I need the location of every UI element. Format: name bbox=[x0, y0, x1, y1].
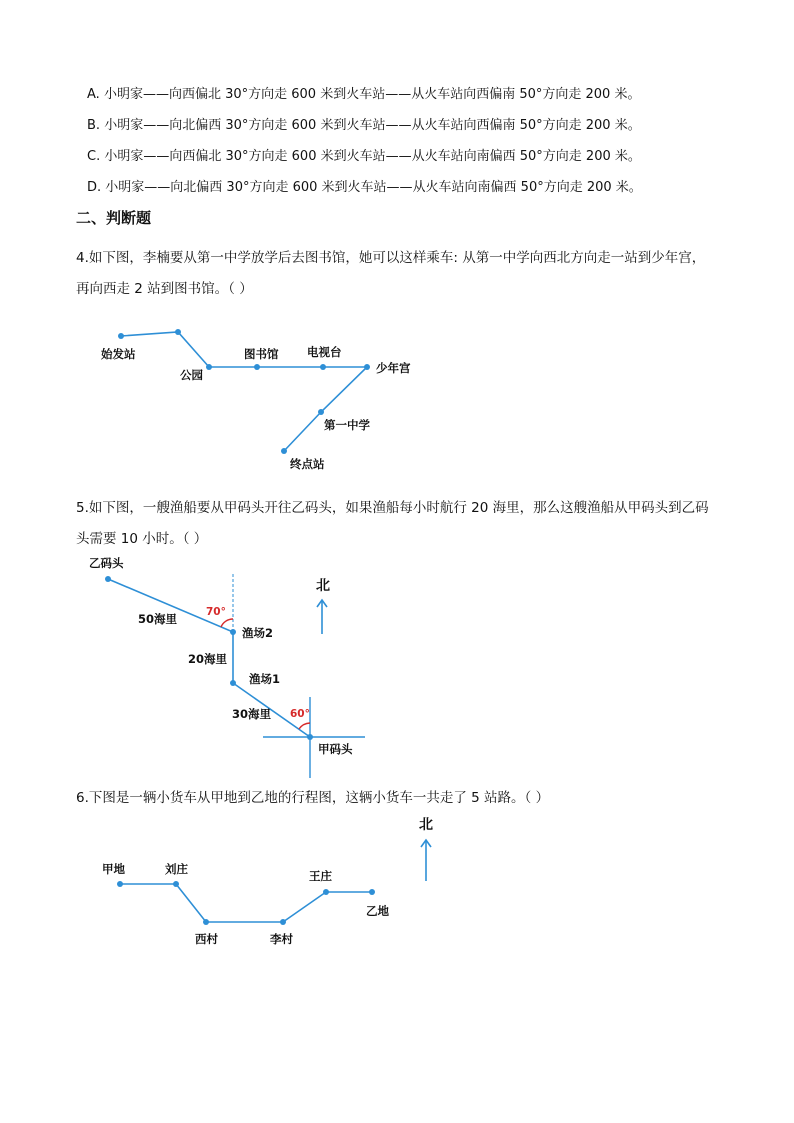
q5-label-jia: 甲码头 bbox=[318, 742, 353, 756]
q6-stop-yi bbox=[369, 889, 375, 895]
q6-label-jia: 甲地 bbox=[102, 862, 125, 876]
option-d-label: D. bbox=[87, 180, 102, 195]
q6-label-wang: 王庄 bbox=[309, 869, 332, 883]
q4-label-youth: 少年宫 bbox=[376, 361, 411, 375]
q5-text-line2: 头需要 10 小时。（ ） bbox=[76, 531, 208, 547]
q4-label-park: 公园 bbox=[180, 368, 203, 382]
q4-label-tv: 电视台 bbox=[307, 345, 342, 359]
q5-label-yi: 乙码头 bbox=[89, 556, 124, 570]
q6-stop-xi bbox=[203, 919, 209, 925]
option-a-label: A. bbox=[87, 87, 100, 102]
q6-north-label: 北 bbox=[419, 817, 433, 833]
q6-label-yi: 乙地 bbox=[366, 904, 389, 918]
q6-stop-wang bbox=[323, 889, 329, 895]
option-a-text: 小明家——向西偏北 30°方向走 600 米到火车站——从火车站向西偏南 50°方向走 200 米。 bbox=[103, 87, 641, 102]
q4-text-line2: 再向西走 2 站到图书馆。（ ） bbox=[76, 281, 253, 297]
q6-label-liu: 刘庄 bbox=[165, 862, 188, 876]
q4-label-start: 始发站 bbox=[101, 347, 136, 361]
q5-text-line1: 5.如下图，一艘渔船要从甲码头开往乙码头，如果渔船每小时航行 20 海里，那么这艘渔船从甲码头到乙码 bbox=[76, 500, 709, 516]
q6-stop-liu bbox=[173, 881, 179, 887]
q4-label-school: 第一中学 bbox=[324, 418, 370, 432]
option-c-label: C. bbox=[87, 149, 101, 164]
q6-stop-jia bbox=[117, 881, 123, 887]
q5-label-f1: 渔场1 bbox=[249, 672, 281, 686]
option-d-text: 小明家——向北偏西 30°方向走 600 米到火车站——从火车站向南偏西 50°方向走 200 米。 bbox=[105, 180, 642, 195]
q5-north-label: 北 bbox=[316, 578, 330, 594]
q6-route-line bbox=[120, 884, 372, 922]
q5-label-a70: 70° bbox=[206, 606, 226, 618]
q4-text-line1: 4.如下图，李楠要从第一中学放学后去图书馆，她可以这样乘车: 从第一中学向西北方向走一站到少年宫， bbox=[76, 250, 706, 266]
q6-stop-li bbox=[280, 919, 286, 925]
q5-label-a60: 60° bbox=[290, 708, 310, 720]
q6-label-xi: 西村 bbox=[195, 932, 218, 946]
q5-label-d20: 20海里 bbox=[188, 652, 228, 666]
q4-label-library: 图书馆 bbox=[244, 347, 279, 361]
q4-label-end: 终点站 bbox=[290, 457, 325, 471]
option-b-label: B. bbox=[87, 118, 101, 133]
q6-label-li: 李村 bbox=[270, 932, 293, 946]
q6-text-line1: 6.下图是一辆小货车从甲地到乙地的行程图，这辆小货车一共走了 5 站路。（ ） bbox=[76, 790, 550, 806]
section-title: 二、判断题 bbox=[76, 209, 152, 227]
q5-label-d30: 30海里 bbox=[232, 707, 272, 721]
q5-label-f2: 渔场2 bbox=[242, 626, 274, 640]
option-c-text: 小明家——向西偏北 30°方向走 600 米到火车站——从火车站向南偏西 50°方向走 200 米。 bbox=[104, 149, 641, 164]
option-b-text: 小明家——向北偏西 30°方向走 600 米到火车站——从火车站向西偏南 50°方向走 200 米。 bbox=[104, 118, 641, 133]
q5-label-d50: 50海里 bbox=[138, 612, 178, 626]
